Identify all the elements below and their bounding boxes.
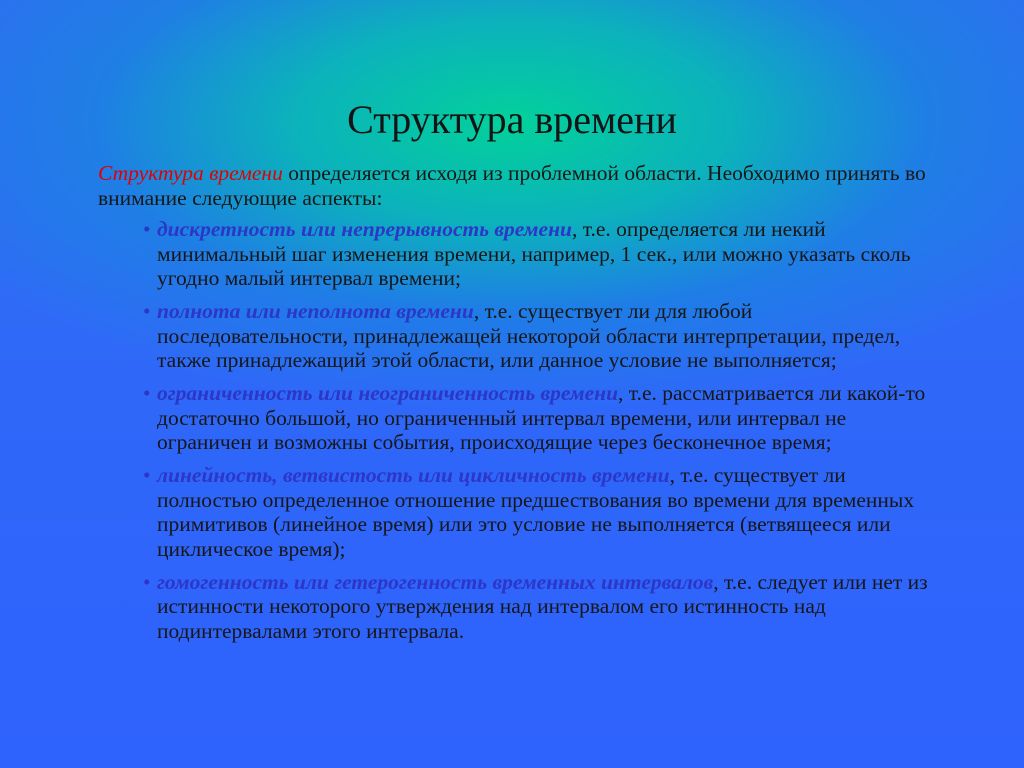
list-item [143,299,943,373]
intro-term: Структура времени [98,161,283,185]
intro-text: определяется исходя из проблемной области. Необходимо принять во внимание следующие аспекты: [98,161,926,210]
aspects-list [143,217,943,652]
list-item [143,463,943,561]
aspect-text: , т.е. следует или нет из истинности некоторого утверждения над интервалом его истинность над подинтервалами этого интервала. [157,569,928,643]
list-item [143,381,943,455]
aspect-text: , т.е. определяется ли некий минимальный шаг изменения времени, например, 1 сек., или можно указать сколь угодно малый интервал времени; [157,217,911,290]
bullet: • [143,463,151,487]
list-item [143,570,943,644]
slide-title: Структура времени [347,97,677,142]
aspect-term: полнота или неполнота времени [157,299,474,323]
aspect-term: ограниченность или неограниченность времени [157,381,619,405]
aspect-term: дискретность или непрерывность времени [157,217,572,241]
bullet: • [143,569,151,594]
aspect-text: , т.е. рассматривается ли какой-то достаточно большой, но ограниченный интервал времени, или интервал не ограничен и возможны события, происходящие через бесконечное время; [157,381,926,454]
aspect-text: , т.е. существует ли для любой последовательности, принадлежащей некоторой области интерпретации, предел, также принадлежащий этой области, или данное условие не выполняется; [157,299,901,372]
bullet: • [143,381,151,405]
list-item [143,217,943,291]
aspect-term: линейность, ветвистость или цикличность времени [157,463,670,487]
aspect-term: гомогенность или гетерогенность временных интервалов [157,569,714,594]
intro-paragraph [98,161,938,210]
bullet: • [143,299,151,323]
aspect-text: , т.е. существует ли полностью определенное отношение предшествования во времени для временных примитивов (линейное время) или это условие не выполняется (ветвящееся или циклическое время); [157,463,915,561]
bullet: • [143,217,151,241]
